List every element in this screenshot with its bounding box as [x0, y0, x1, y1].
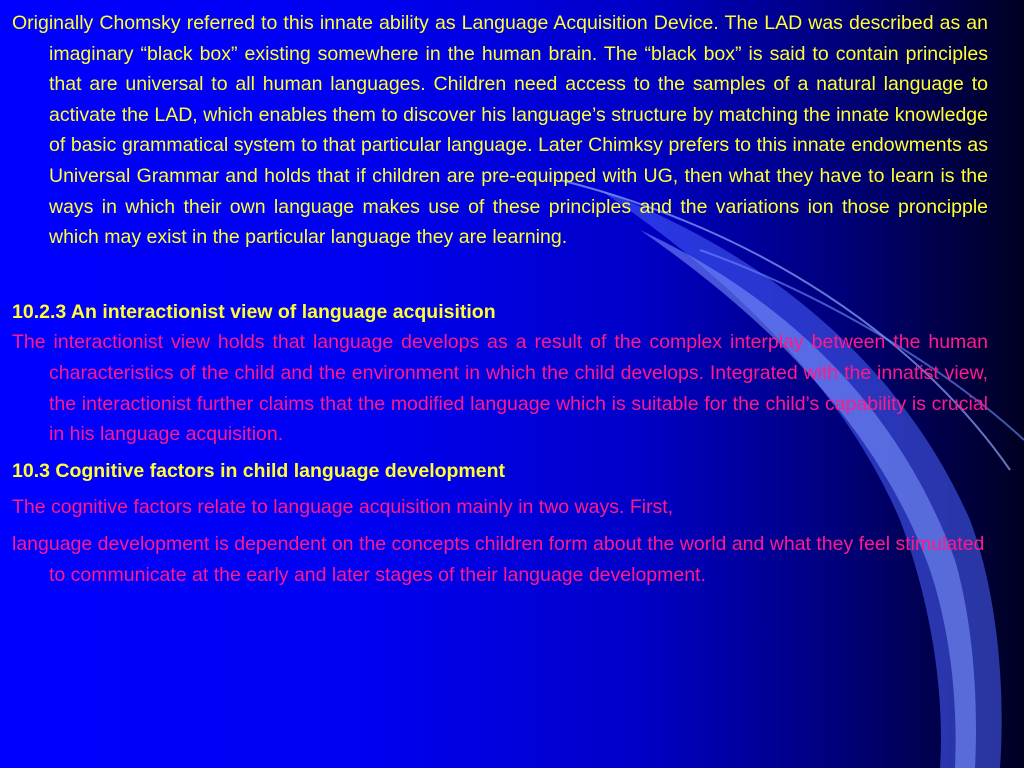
- paragraph-lad: Originally Chomsky referred to this innate ability as Language Acquisition Device. The LAD was described as an imaginary “black box” existing somewhere in the human brain. The “black box” is said to contain principles that are universal to all human languages. Children need access to the samples of a natural language to activate the LAD, which enables them to discover his language’s structure by matching the innate knowledge of basic grammatical system to that particular language. Later Chimksy prefers to this innate endowments as Universal Grammar and holds that if children are pre-equipped with UG, then what they have to learn is the ways in which their own language makes use of these principles and the variations ion those proncipple which may exist in the particular language they are learning.: [12, 12, 988, 249]
- slide-content: [12, 8, 988, 590]
- paragraph-language-development: language development is dependent on the concepts children form about the world and what they feel stimulated to communicate at the early and later stages of their language development.: [12, 532, 985, 586]
- heading-interactionist-view: 10.2.3 An interactionist view of language acquisition: [12, 300, 496, 323]
- spacer: [12, 253, 988, 297]
- heading-cognitive-factors: 10.3 Cognitive factors in child language development: [12, 459, 506, 482]
- paragraph-interactionist: The interactionist view holds that language develops as a result of the complex interplay between the human characteristics of the child and the environment in which the child develops. Integrated with the innatist view, the interactionist further claims that the modified language which is suitable for the child’s capability is crucial in his language acquisition.: [12, 331, 988, 446]
- paragraph-cognitive-intro: The cognitive factors relate to language acquisition mainly in two ways. First,: [12, 496, 674, 519]
